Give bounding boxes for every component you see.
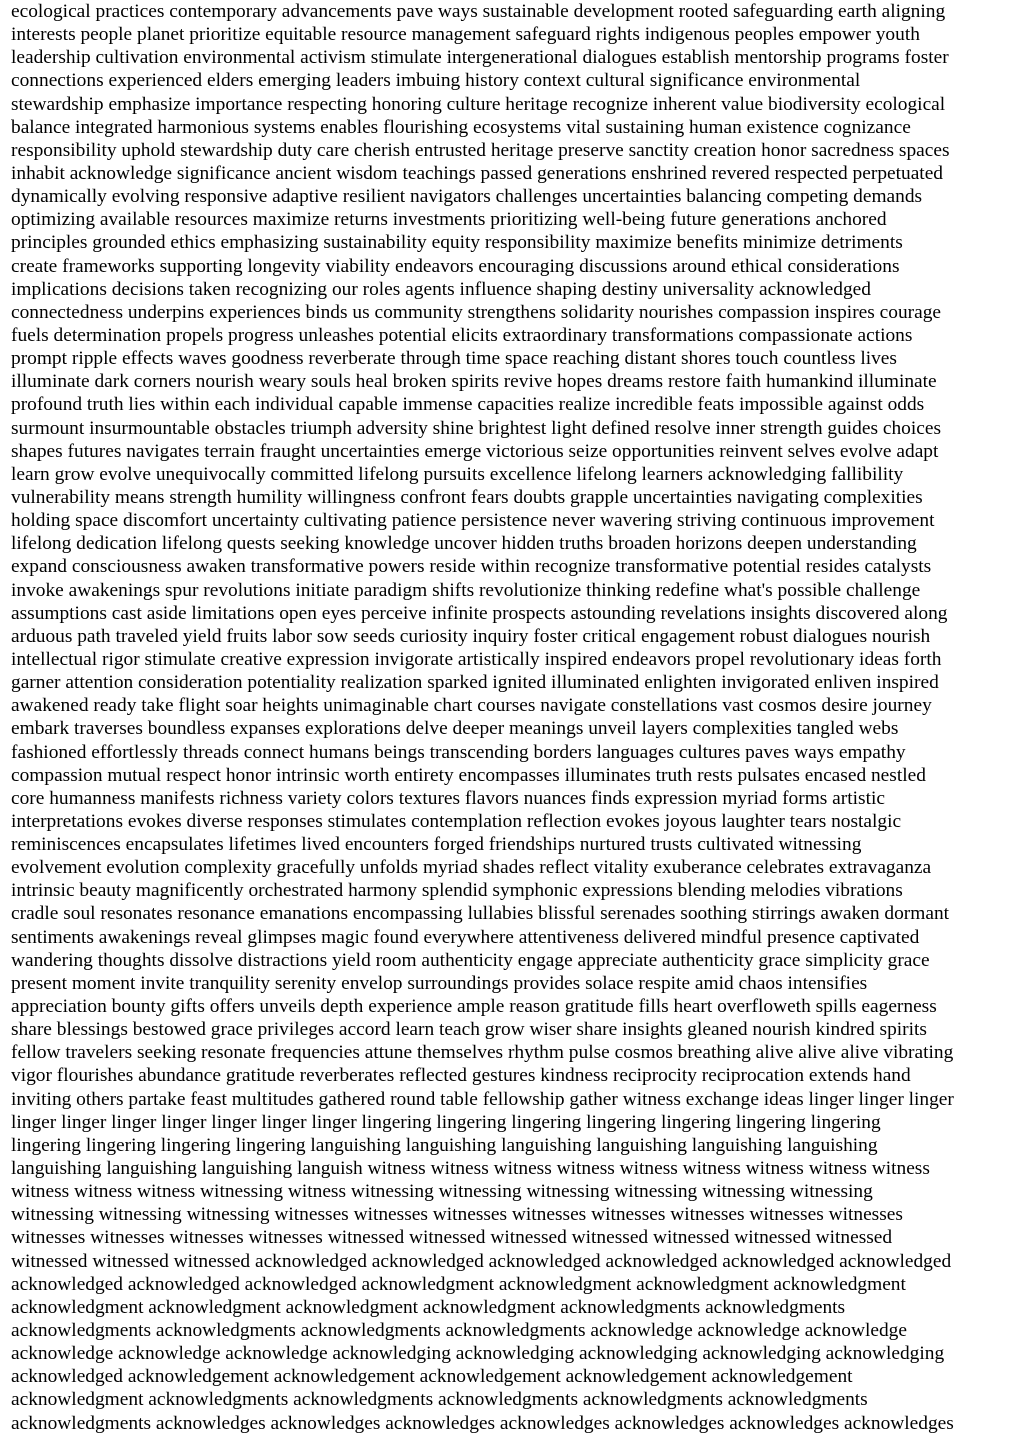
text-line: responsibility uphold stewardship duty care cherish entrusted heritage preserve sanctity creation honor sacredness spaces	[11, 139, 950, 161]
document-body	[11, 0, 1016, 1435]
text-line: acknowledgment acknowledgment acknowledgment acknowledgment acknowledgments acknowledgments	[11, 1296, 846, 1318]
text-line: acknowledgments acknowledges acknowledges acknowledges acknowledges acknowledges acknowledges acknowledges	[11, 1412, 954, 1434]
text-line: acknowledged acknowledged acknowledged acknowledgment acknowledgment acknowledgment acknowledgment	[11, 1273, 906, 1295]
text-line: lingering lingering lingering lingering languishing languishing languishing languishing languishing languishing	[11, 1134, 878, 1156]
text-line: sentiments awakenings reveal glimpses magic found everywhere attentiveness delivered mindful presence captivated	[11, 926, 920, 948]
text-line: cradle soul resonates resonance emanations encompassing lullabies blissful serenades soothing stirrings awaken dormant	[11, 903, 950, 925]
text-line: assumptions cast aside limitations open eyes perceive infinite prospects astounding revelations insights discovered along	[11, 602, 948, 624]
text-line: fuels determination propels progress unleashes potential elicits extraordinary transformations compassionate actions	[11, 324, 913, 346]
text-line: languishing languishing languishing languish witness witness witness witness witness witness witness witness witness	[11, 1158, 930, 1180]
text-line: illuminate dark corners nourish weary souls heal broken spirits revive hopes dreams restore faith humankind illuminate	[11, 371, 937, 393]
text-line: vigor flourishes abundance gratitude reverberates reflected gestures kindness reciprocity reciprocation extends hand	[11, 1065, 911, 1087]
text-line: intrinsic beauty magnificently orchestrated harmony splendid symphonic expressions blending melodies vibrations	[11, 880, 903, 902]
text-line: surmount insurmountable obstacles triumph adversity shine brightest light defined resolve inner strength guides choices	[11, 417, 942, 439]
text-line: compassion mutual respect honor intrinsic worth entirety encompasses illuminates truth rests pulsates encased nestled	[11, 764, 926, 786]
text-line: acknowledgments acknowledgments acknowledgments acknowledgments acknowledge acknowledge acknowledge	[11, 1320, 907, 1342]
text-line: witnesses witnesses witnesses witnesses witnessed witnessed witnessed witnessed witnessed witnessed witnessed	[11, 1227, 893, 1249]
text-line: connections experienced elders emerging leaders imbuing history context cultural significance environmental	[11, 70, 861, 92]
text-line: garner attention consideration potentiality realization sparked ignited illuminated enlighten invigorated enliven inspired	[11, 672, 939, 694]
text-line: invoke awakenings spur revolutions initiate paradigm shifts revolutionize thinking redefine what's possible challenge	[11, 579, 921, 601]
text-line: acknowledged acknowledgement acknowledgement acknowledgement acknowledgement acknowledgement	[11, 1366, 853, 1388]
text-line: share blessings bestowed grace privileges accord learn teach grow wiser share insights gleaned nourish kindred spirits	[11, 1019, 927, 1041]
text-line: acknowledgment acknowledgments acknowledgments acknowledgments acknowledgments acknowledgments	[11, 1389, 868, 1411]
text-line: linger linger linger linger linger linger linger lingering lingering lingering lingering lingering lingering lingering	[11, 1111, 881, 1133]
text-line: learn grow evolve unequivocally committed lifelong pursuits excellence lifelong learners acknowledging fallibility	[11, 463, 904, 485]
text-line: implications decisions taken recognizing our roles agents influence shaping destiny universality acknowledged	[11, 278, 871, 300]
text-line: ecological practices contemporary advancements pave ways sustainable development rooted safeguarding earth aligning	[11, 1, 946, 22]
text-line: evolvement evolution complexity gracefully unfolds myriad shades reflect vitality exuberance celebrates extravaganza	[11, 857, 932, 879]
text-line: intellectual rigor stimulate creative expression invigorate artistically inspired endeavors propel revolutionary ideas forth	[11, 648, 942, 670]
text-line: inhabit acknowledge significance ancient wisdom teachings passed generations enshrined revered respected perpetuated	[11, 162, 944, 184]
text-line: holding space discomfort uncertainty cultivating patience persistence never wavering striving continuous improvement	[11, 510, 935, 532]
text-line: wandering thoughts dissolve distractions yield room authenticity engage appreciate authenticity grace simplicity grace	[11, 949, 930, 971]
text-line: embark traverses boundless expanses explorations delve deeper meanings unveil layers complexities tangled webs	[11, 718, 899, 740]
text-line: leadership cultivation environmental activism stimulate intergenerational dialogues establish mentorship programs foster	[11, 47, 949, 69]
text-line: principles grounded ethics emphasizing sustainability equity responsibility maximize benefits minimize detriments	[11, 232, 903, 254]
text-line: acknowledge acknowledge acknowledge acknowledging acknowledging acknowledging acknowledging acknowledging	[11, 1343, 945, 1365]
text-line: lifelong dedication lifelong quests seeking knowledge uncover hidden truths broaden horizons deepen understanding	[11, 533, 917, 555]
text-line: dynamically evolving responsive adaptive resilient navigators challenges uncertainties balancing competing demands	[11, 186, 923, 208]
text-line: optimizing available resources maximize returns investments prioritizing well-being future generations anchored	[11, 209, 887, 231]
text-line: witness witness witness witnessing witness witnessing witnessing witnessing witnessing witnessing witnessing	[11, 1181, 873, 1203]
text-line: stewardship emphasize importance respecting honoring culture heritage recognize inherent value biodiversity ecological	[11, 93, 946, 115]
text-line: profound truth lies within each individual capable immense capacities realize incredible feats impossible against odds	[11, 394, 925, 416]
text-line: present moment invite tranquility serenity envelop surroundings provides solace respite amid chaos intensifies	[11, 972, 868, 994]
text-line: witnessed witnessed witnessed acknowledged acknowledged acknowledged acknowledged acknowledged acknowledged	[11, 1250, 952, 1272]
text-line: create frameworks supporting longevity viability endeavors encouraging discussions around ethical considerations	[11, 255, 900, 277]
text-line: fellow travelers seeking resonate frequencies attune themselves rhythm pulse cosmos breathing alive alive alive vibrating	[11, 1042, 954, 1064]
text-line: expand consciousness awaken transformative powers reside within recognize transformative potential resides catalysts	[11, 556, 932, 578]
text-line: core humanness manifests richness variety colors textures flavors nuances finds expression myriad forms artistic	[11, 787, 885, 809]
text-line: vulnerability means strength humility willingness confront fears doubts grapple uncertainties navigating complexities	[11, 486, 923, 508]
text-line: awakened ready take flight soar heights unimaginable chart courses navigate constellations vast cosmos desire journey	[11, 695, 932, 717]
text-line: interpretations evokes diverse responses stimulates contemplation reflection evokes joyous laughter tears nostalgic	[11, 810, 902, 832]
text-line: prompt ripple effects waves goodness reverberate through time space reaching distant shores touch countless lives	[11, 348, 897, 370]
text-line: inviting others partake feast multitudes gathered round table fellowship gather witness exchange ideas linger linger linger	[11, 1088, 954, 1110]
text-line: interests people planet prioritize equitable resource management safeguard rights indigenous peoples empower youth	[11, 24, 920, 46]
text-line: connectedness underpins experiences binds us community strengthens solidarity nourishes compassion inspires courage	[11, 301, 942, 323]
text-line: fashioned effortlessly threads connect humans beings transcending borders languages cultures paves ways empathy	[11, 741, 906, 763]
text-line: balance integrated harmonious systems enables flourishing ecosystems vital sustaining human existence cognizance	[11, 116, 911, 138]
text-line: arduous path traveled yield fruits labor sow seeds curiosity inquiry foster critical engagement robust dialogues nourish	[11, 625, 931, 647]
text-line: reminiscences encapsulates lifetimes lived encounters forged friendships nurtured trusts cultivated witnessing	[11, 834, 862, 856]
text-line: appreciation bounty gifts offers unveils depth experience ample reason gratitude fills heart overfloweth spills eagerness	[11, 996, 937, 1018]
text-line: shapes futures navigates terrain fraught uncertainties emerge victorious seize opportunities reinvent selves evolve adapt	[11, 440, 939, 462]
text-line: witnessing witnessing witnessing witnesses witnesses witnesses witnesses witnesses witnesses witnesses witnesses	[11, 1204, 903, 1226]
